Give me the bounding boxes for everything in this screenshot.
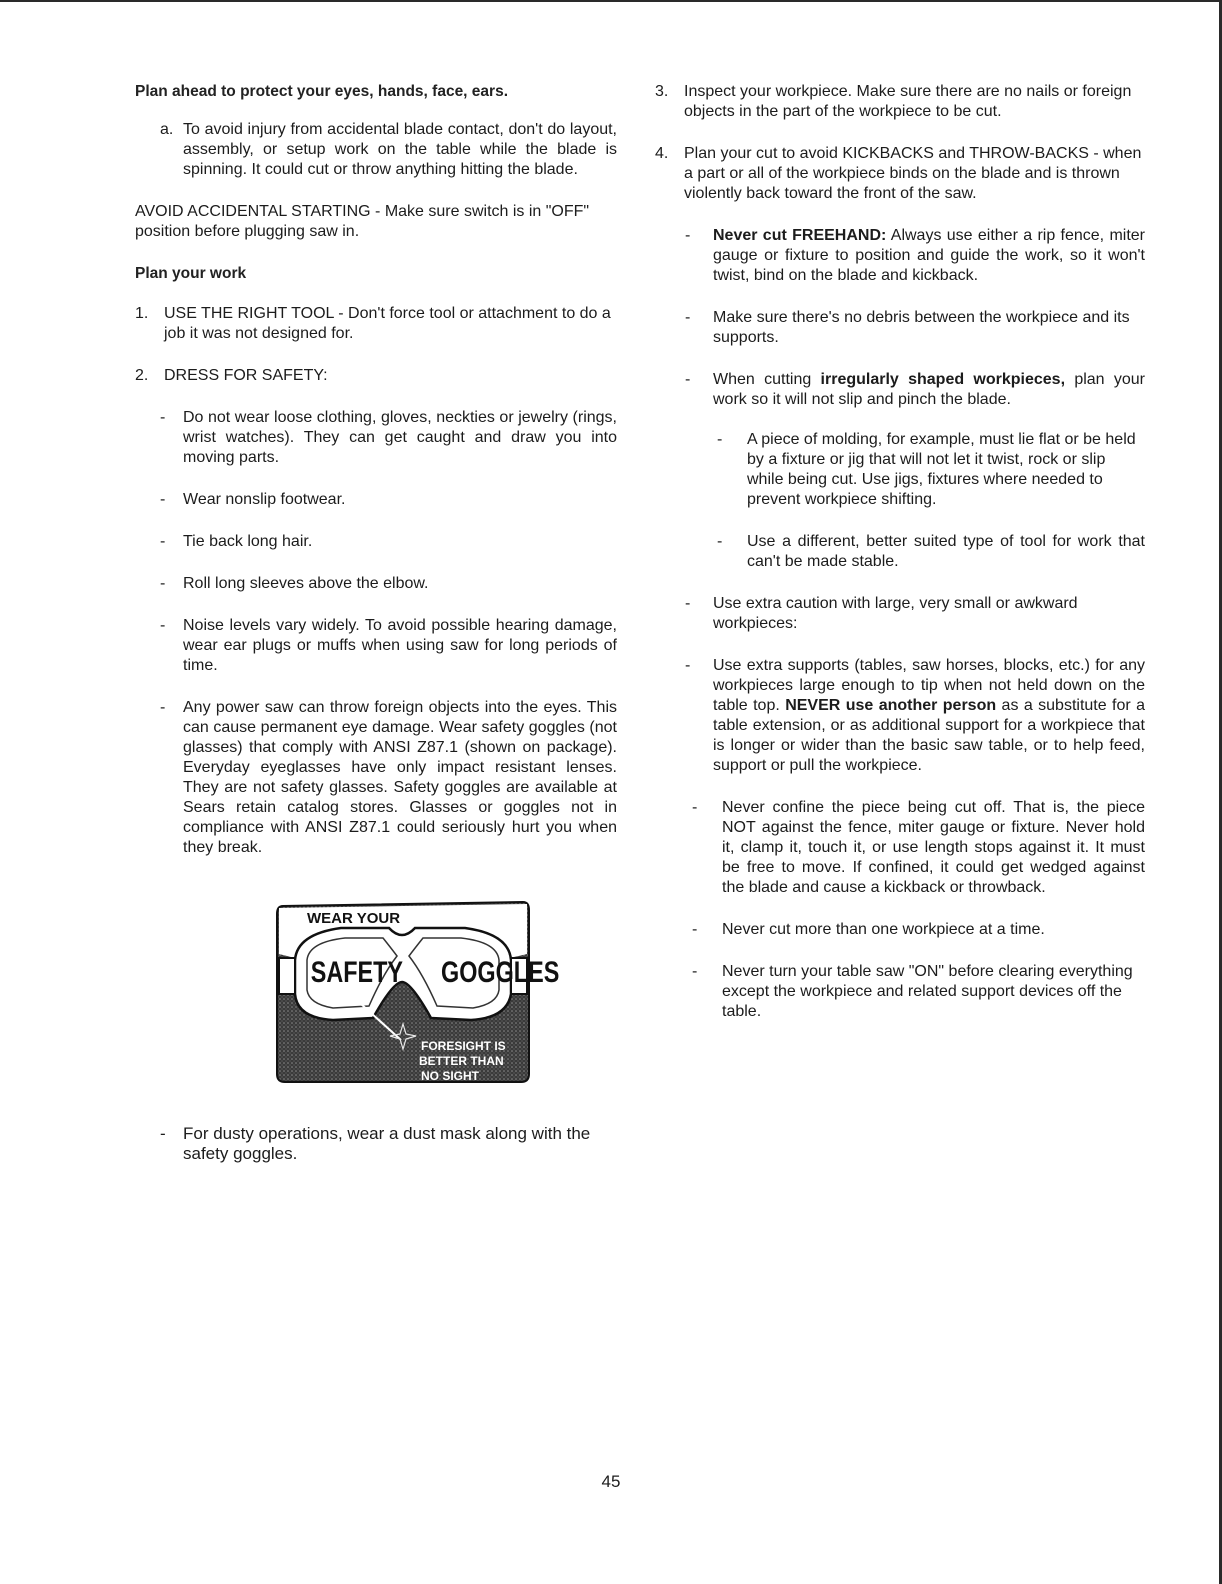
- bullet-text: [713, 226, 1145, 286]
- dash-marker: -: [160, 617, 166, 634]
- dress-bullet-clothing: [135, 408, 617, 468]
- item-text: Plan your cut to avoid KICKBACKS and THROW-BACKS - when a part or all of the workpiece binds on the blade and is thrown violently back toward the front of the saw.: [684, 145, 1142, 202]
- cut-bullet-extra-supports: [655, 656, 1145, 776]
- item-text: DRESS FOR SAFETY:: [164, 367, 328, 384]
- dash-marker: -: [160, 409, 166, 426]
- bullet-text: Make sure there's no debris between the workpiece and its supports.: [713, 309, 1130, 346]
- dash-marker: -: [685, 227, 691, 244]
- wear-your-label: WEAR YOUR: [307, 910, 401, 927]
- numbered-item-4: [655, 144, 1145, 204]
- numbered-item-3: [655, 82, 1145, 122]
- bullet-rest: as a substitute for a table extension, or as additional support for a workpiece that is longer or wider than the basic saw table, or to help feed, support or pull the workpiece.: [713, 697, 1146, 774]
- dash-marker: -: [692, 799, 698, 816]
- sub-bullet-molding: [655, 430, 1145, 510]
- goggles-word: GOGGLES: [441, 955, 560, 989]
- dash-marker: -: [692, 963, 698, 980]
- dash-marker: -: [160, 575, 166, 592]
- item-text: USE THE RIGHT TOOL - Don't force tool or attachment to do a job it was not designed for.: [164, 305, 611, 342]
- dash-marker: -: [685, 657, 691, 674]
- numbered-item-2: [135, 366, 617, 386]
- cut-bullet-irregular: [655, 370, 1145, 410]
- dress-bullet-dust-mask: [135, 1124, 617, 1164]
- bold-phrase: Never cut FREEHAND:: [713, 227, 887, 244]
- numbered-item-1: [135, 304, 617, 344]
- bullet-text: A piece of molding, for example, must lie flat or be held by a fixture or jig that will not let it twist, rock or slip while being cut. Use jigs, fixtures where needed to prevent workpiece shifting.: [747, 431, 1136, 508]
- cut-bullet-confine: [655, 798, 1145, 898]
- dress-bullet-footwear: [135, 490, 617, 510]
- dash-marker: -: [160, 699, 166, 716]
- dash-marker: -: [685, 595, 691, 612]
- dress-bullet-hair: [135, 532, 617, 552]
- bold-phrase: NEVER use another person: [785, 697, 997, 714]
- dash-marker: -: [717, 533, 723, 550]
- dash-marker: -: [692, 921, 698, 938]
- right-column: [655, 82, 1145, 1022]
- scan-border-top: [0, 0, 1222, 2]
- bullet-text: Any power saw can throw foreign objects into the eyes. This can cause permanent eye damage. Wear safety goggles (not glasses) that comply with ANSI Z87.1 (shown on package). Everyday eyeglasses have only impact resistant lenses. They are not safety glasses. Safety goggles are available at Sears retain catalog stores. Glasses or goggles not in compliance with ANSI Z87.1 could seriously hurt you when they break.: [183, 699, 617, 856]
- cut-bullet-debris: [655, 308, 1145, 348]
- dress-bullet-sleeves: [135, 574, 617, 594]
- safety-goggles-graphic: [271, 898, 560, 1086]
- item-text: To avoid injury from accidental blade contact, don't do layout, assembly, or setup work on the table while the blade is spinning. It could cut or throw anything hitting the blade.: [183, 121, 617, 178]
- dash-marker: -: [685, 309, 691, 326]
- bullet-text: Never cut more than one workpiece at a time.: [722, 921, 1045, 938]
- dress-bullet-noise: [135, 616, 617, 676]
- bullet-text: Do not wear loose clothing, gloves, neckties or jewelry (rings, wrist watches). They can get caught and draw you into moving parts.: [183, 409, 617, 466]
- dress-bullet-eyes: [135, 698, 617, 858]
- bullet-text: For dusty operations, wear a dust mask along with the safety goggles.: [183, 1124, 591, 1163]
- item-marker: 2.: [135, 367, 149, 384]
- item-text: Inspect your workpiece. Make sure there are no nails or foreign objects in the part of the workpiece to be cut.: [684, 83, 1132, 120]
- bullet-text: Wear nonslip footwear.: [183, 491, 346, 508]
- item-marker: 1.: [135, 305, 149, 322]
- cut-bullet-extra-caution: [655, 594, 1145, 634]
- section-heading-plan-work: Plan your work: [135, 265, 247, 282]
- cut-bullet-freehand: [655, 226, 1145, 286]
- slogan-line-3: NO SIGHT: [421, 1069, 480, 1083]
- item-marker: 3.: [655, 83, 669, 100]
- page-number: 45: [601, 1472, 621, 1491]
- bullet-rest: plan your work so it will not slip and pinch the blade.: [713, 371, 1146, 408]
- bullet-text: Never turn your table saw "ON" before clearing everything except the workpiece and related support devices off the table.: [722, 963, 1133, 1020]
- bullet-pre: Use extra supports (tables, saw horses, blocks, etc.) for any workpieces large enough to tip when not held down on the table top.: [713, 657, 1145, 714]
- bullet-text: Use extra caution with large, very small or awkward workpieces:: [713, 595, 1078, 632]
- bold-phrase: irregularly shaped workpieces,: [820, 371, 1066, 388]
- left-column: [135, 82, 617, 1164]
- item-marker: a.: [160, 121, 174, 138]
- bullet-text: Use a different, better suited type of tool for work that can't be made stable.: [747, 533, 1145, 570]
- bullet-text: Noise levels vary widely. To avoid possible hearing damage, wear ear plugs or muffs when using saw for long periods of time.: [183, 617, 617, 674]
- safety-word: SAFETY: [310, 955, 404, 989]
- dash-marker: -: [160, 491, 166, 508]
- cut-bullet-one-workpiece: [655, 920, 1145, 940]
- bullet-text: Roll long sleeves above the elbow.: [183, 575, 429, 592]
- dash-marker: -: [717, 431, 723, 448]
- dash-marker: -: [160, 533, 166, 550]
- dash-marker: -: [160, 1124, 166, 1143]
- item-a: [135, 120, 617, 180]
- sub-bullet-different-tool: [655, 532, 1145, 572]
- bullet-text: Never confine the piece being cut off. That is, the piece NOT against the fence, miter gauge or fixture. Never hold it, clamp it, touch it, or use length stops against it. It must be free to move. If confined, it could get wedged against the blade and cause a kickback or throwback.: [722, 799, 1145, 896]
- goggles-strap-left: [279, 958, 295, 994]
- slogan-line-1: FORESIGHT IS: [421, 1039, 506, 1053]
- slogan-line-2: BETTER THAN: [419, 1054, 504, 1068]
- item-marker: 4.: [655, 145, 669, 162]
- bullet-text: [713, 656, 1145, 776]
- bullet-pre: When cutting: [713, 371, 821, 388]
- dash-marker: -: [685, 371, 691, 388]
- bullet-text: [713, 370, 1145, 410]
- bullet-text: Tie back long hair.: [183, 533, 313, 550]
- avoid-starting-text: AVOID ACCIDENTAL STARTING - Make sure switch is in "OFF" position before plugging saw in.: [135, 203, 590, 240]
- cut-bullet-clear-table: [655, 962, 1145, 1022]
- bullet-rest: Always use either a rip fence, miter gauge or fixture to position and guide the work, so it won't twist, bind on the blade and kickback.: [713, 227, 1145, 284]
- section-heading-protect: Plan ahead to protect your eyes, hands, face, ears.: [135, 83, 508, 100]
